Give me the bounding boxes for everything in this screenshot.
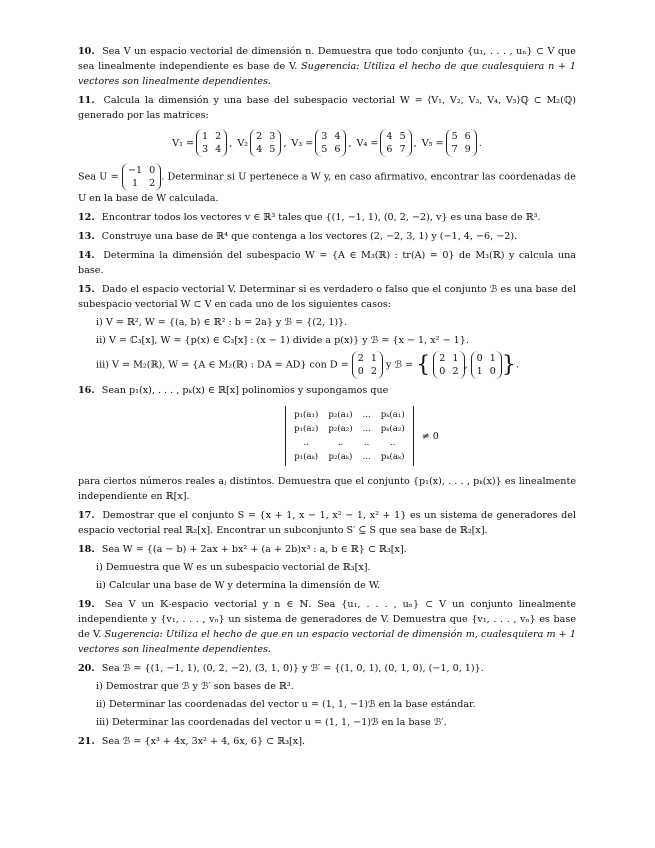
sub-item-text: Demuestra que W es un subespacio vectorial de ℝ₃[x]. [105,562,371,573]
matrix-grid [196,129,227,157]
det-cell: pₖ(aₖ) [380,452,405,462]
exercise-number: 16. [78,385,95,396]
matrix-b1 [433,351,464,379]
exercise-number: 14. [78,250,95,261]
matrix-cell: 1 [476,366,483,377]
matrix-cell: −1 [127,165,143,176]
exercise-number: 18. [78,544,95,555]
det-cell: .. [363,438,370,448]
matrix-cell: 0 [439,366,446,377]
matrix-cell: 2 [439,353,446,364]
matrix-cell: 7 [399,144,406,155]
exercise-21 [78,734,576,749]
matrix-v2 [237,129,286,157]
exercise-18 [78,542,576,593]
matrix-grid [315,129,346,157]
matrix-d [352,351,383,379]
det-cell: .. [389,438,396,448]
exercise-text: Sea W = {(a − b) + 2ax + bx² + (a + 2b)x³ : a, b ∈ ℝ} ⊂ ℝ₃[x]. [101,544,407,555]
matrix-v5 [422,129,482,157]
matrix-cell: 2 [370,366,377,377]
matrix-label: V₁ = [172,137,195,149]
matrix-cell: 4 [334,131,341,142]
matrix-separator: , [229,137,233,149]
matrix-cell: 2 [452,366,459,377]
matrix-label: V₄ = [356,137,379,149]
not-equal-zero: ≠ 0 [421,430,439,442]
exercise-text: Sean p₁(x), . . . , pₖ(x) ∈ ℝ[x] polinomios y supongamos que [101,385,389,396]
exercise-14 [78,248,576,278]
exercise-number: 13. [78,231,95,242]
item-end: . [515,359,519,371]
matrix-cell: 6 [386,144,393,155]
matrix-cell: 3 [269,131,276,142]
sub-item-label: ii) [96,699,106,710]
matrix-cell: 9 [464,144,471,155]
exercise-number: 19. [78,599,95,610]
exercise-number: 10. [78,46,95,57]
matrix-cell: 0 [489,366,496,377]
exercise-hint: Sugerencia: Utiliza el hecho de que cualesquiera n + 1 vectores son linealmente dependientes. [78,61,576,87]
matrix-cell: 2 [149,178,156,189]
exercise-text: Dado el espacio vectorial V. Determinar si es verdadero o falso que el conjunto ℬ es una base del subespacio vectorial W ⊂ V en cada uno de los siguientes casos: [78,284,576,310]
matrix-cell: 2 [357,353,364,364]
det-cell: p₂(a₂) [328,424,353,434]
matrix-separator: , [283,137,287,149]
exercise-10 [78,44,576,89]
matrix-grid [446,129,477,157]
sub-item-text: Determinar las coordenadas del vector u = (1, 1, −1)ℬ en la base estándar. [108,699,476,710]
determinant [285,406,414,466]
sub-item-label: iii) [96,359,109,371]
det-cell: ... [362,452,371,462]
exercise-number: 15. [78,284,95,295]
matrix-cell: 5 [451,131,458,142]
u-paragraph [78,163,576,206]
matrix-cell: 1 [202,131,209,142]
det-cell: p₁(a₂) [294,424,319,434]
matrix-cell: 5 [399,131,406,142]
exercise-text-after: para ciertos números reales aⱼ distintos. Demuestra que el conjunto {p₁(x), . . . , pₖ(x)} es linealmente independiente en ℝ[x]. [78,476,576,502]
sub-list [78,679,576,730]
sub-item [96,697,576,712]
exercise-text: Sea ℬ = {x³ + 4x, 3x² + 4, 6x, 6} ⊂ ℝ₃[x]. [101,736,306,747]
sub-item [96,715,576,730]
matrix-cell: 1 [489,353,496,364]
det-cell: pₖ(a₁) [380,410,405,420]
sub-item [96,679,576,694]
matrix-grid [250,129,281,157]
det-cell: p₂(aₖ) [328,452,353,462]
matrix-cell: 6 [334,144,341,155]
sub-item-text: Determinar las coordenadas del vector u = (1, 1, −1)ℬ en la base ℬ′. [112,717,447,728]
matrix-separator: , [413,137,417,149]
matrix-label: V₃ = [291,137,314,149]
u-question: . Determinar si U pertenece a W y, en caso afirmativo, encontrar las coordenadas de U en la base de W calculada. [78,171,576,204]
exercise-20 [78,661,576,730]
exercise-text: Sea V un espacio vectorial de dimensión n. Demuestra que todo conjunto {u₁, . . . , uₙ} ⊂ V que sea linealmente independiente es base de V. [78,46,576,72]
sub-item-label: iii) [96,717,109,728]
matrix-cell: 5 [321,144,328,155]
basis-intro: y ℬ = [386,359,414,371]
matrix-row [78,129,576,157]
sub-item-label: ii) [96,335,106,346]
exercise-text: Sea V un 𝕂-espacio vectorial y n ∈ ℕ. Sea {u₁, . . . , uₙ} ⊂ V un conjunto linealmente independiente y {v₁, . . . , vₙ} un sistema de generadores de V. Demuestra que {v₁, . . . , vₙ} es base de V. [78,599,576,640]
det-cell: p₂(a₁) [328,410,353,420]
exercise-15 [78,282,576,379]
matrix-u [122,163,161,191]
matrix-v1 [172,129,232,157]
exercise-19 [78,597,576,657]
matrix-v4 [357,129,417,157]
matrix-grid [380,129,411,157]
det-cell: ... [362,424,371,434]
matrix-cell: 3 [321,131,328,142]
open-brace: { [416,352,431,378]
u-intro: Sea U = [78,171,119,183]
exercise-text: Calcula la dimensión y una base del subespacio vectorial W = ⟨V₁, V₂, V₃, V₄, V₅⟩ℚ ⊂ M₂(ℚ) generado por las matrices: [78,95,576,121]
matrix-label: V₂ [237,137,249,149]
determinant-block [78,406,576,466]
sub-item-label: i) [96,562,103,573]
exercise-11 [78,93,576,206]
matrix-cell: 7 [451,144,458,155]
exercise-text: Demostrar que el conjunto S = {x + 1, x − 1, x² − 1, x² + 1} es un sistema de generadores del espacio vectorial real ℝ₂[x]. Encontrar un subconjunto S′ ⊆ S que sea base de ℝ₂[x]. [78,510,576,536]
exercise-number: 12. [78,212,95,223]
matrix-v3 [291,129,351,157]
det-cell: p₁(a₁) [294,410,319,420]
sub-list [78,560,576,593]
matrix-cell: 2 [215,131,222,142]
exercise-number: 20. [78,663,95,674]
det-cell: ... [362,410,371,420]
exercise-page [78,44,576,753]
sub-item [96,560,576,575]
sub-item-text: V = ℝ², W = {(a, b) ∈ ℝ² : b = 2a} y ℬ = {(2, 1)}. [105,317,348,328]
exercise-text: Determina la dimensión del subespacio W = {A ∈ M₃(ℝ) : tr(A) = 0} de M₃(ℝ) y calcula una base. [78,250,576,276]
sub-item [96,315,576,330]
exercise-text: Sea ℬ = {(1, −1, 1), (0, 2, −2), (3, 1, 0)} y ℬ′ = {(1, 0, 1), (0, 1, 0), (−1, 0, 1)}. [101,663,484,674]
matrix-cell: 3 [202,144,209,155]
exercise-number: 21. [78,736,95,747]
matrix-cell: 0 [476,353,483,364]
exercise-text: Encontrar todos los vectores v ∈ ℝ³ tales que {(1, −1, 1), (0, 2, −2), v} es una base de ℝ³. [101,212,541,223]
sub-item-label: i) [96,317,103,328]
matrix-cell: 4 [256,144,263,155]
sub-item: iii) V = M₂(ℝ), W = {A ∈ M₂(ℝ) : DA = AD} con D = 2 1 0 2 y ℬ = { 2 1 0 2 , 0 1 1 0 }. [96,352,519,378]
matrix-cell: 0 [357,366,364,377]
close-brace: } [501,352,516,378]
matrix-b2 [471,351,502,379]
det-cell: p₁(aₖ) [294,452,319,462]
matrix-cell: 1 [370,353,377,364]
matrix-cell: 6 [464,131,471,142]
exercise-hint: Sugerencia: Utiliza el hecho de que en un espacio vectorial de dimensión m, cualesquiera m + 1 vectores son linealmente dependientes. [78,629,576,655]
sub-item-text: Demostrar que ℬ y ℬ′ son bases de ℝ³. [105,681,294,692]
matrix-cell: 1 [452,353,459,364]
matrix-cell: 0 [149,165,156,176]
sub-list [78,315,576,379]
sub-item-text: V = ℂ₃[x], W = {p(x) ∈ ℂ₃[x] : (x − 1) divide a p(x)} y ℬ = {x − 1, x² − 1}. [108,335,469,346]
exercise-number: 11. [78,95,95,106]
sub-item-text: Calcular una base de W y determina la dimensión de W. [108,580,381,591]
matrix-cell: 5 [269,144,276,155]
matrix-label: V₅ = [421,137,444,149]
exercise-12 [78,210,576,225]
matrix-separator: . [478,137,482,149]
exercise-17 [78,508,576,538]
exercise-text: Construye una base de ℝ⁴ que contenga a los vectores (2, −2, 3, 1) y (−1, 4, −6, −2). [101,231,518,242]
det-cell: .. [303,438,309,448]
sub-item [96,333,576,348]
exercise-number: 17. [78,510,95,521]
sub-item [96,578,576,593]
matrix-cell: 1 [131,178,139,189]
matrix-separator: , [348,137,352,149]
sub-item-label: ii) [96,580,106,591]
matrix-cell: 2 [256,131,263,142]
det-cell: pₖ(a₂) [380,424,405,434]
exercise-16 [78,383,576,504]
matrix-cell: 4 [386,131,393,142]
exercise-13 [78,229,576,244]
sub-item-label: i) [96,681,103,692]
matrix-cell: 4 [215,144,222,155]
det-cell: .. [337,438,344,448]
sub-item-text: V = M₂(ℝ), W = {A ∈ M₂(ℝ) : DA = AD} con D = [112,359,349,371]
